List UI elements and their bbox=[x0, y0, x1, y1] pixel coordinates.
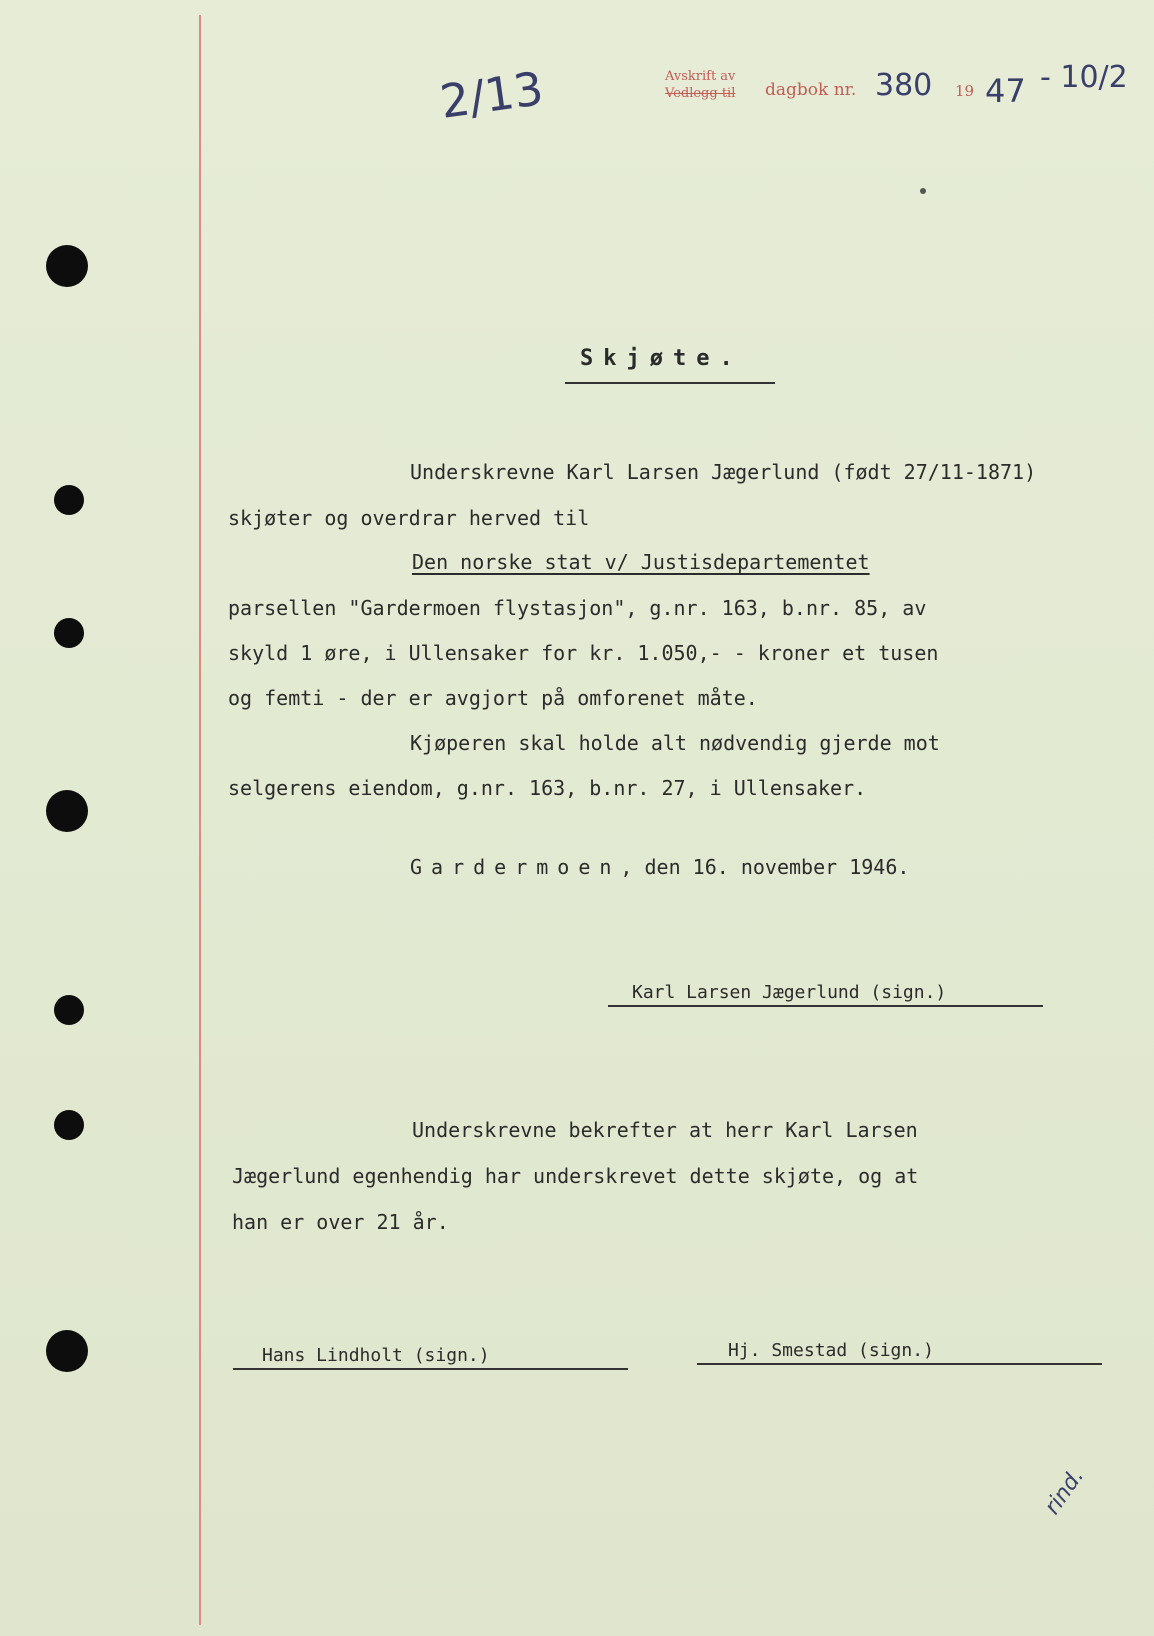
punch-hole bbox=[46, 245, 88, 287]
signature-line bbox=[233, 1368, 628, 1370]
signature-line bbox=[608, 1005, 1043, 1007]
punch-hole bbox=[46, 790, 88, 832]
date-note: - 10/2 bbox=[1040, 60, 1128, 95]
seller-signature: Karl Larsen Jægerlund (sign.) bbox=[632, 982, 947, 1003]
punch-hole bbox=[54, 1110, 84, 1140]
signature-line bbox=[697, 1363, 1102, 1365]
punch-hole bbox=[54, 618, 84, 648]
body-line: parsellen "Gardermoen flystasjon", g.nr. 163, b.nr. 85, av bbox=[228, 596, 927, 620]
dagbok-number: 380 bbox=[875, 68, 933, 103]
body-line: Underskrevne Karl Larsen Jægerlund (født 27/11-1871) bbox=[410, 460, 1037, 484]
witness-signature: Hans Lindholt (sign.) bbox=[262, 1345, 490, 1366]
title-underline bbox=[565, 382, 775, 384]
dagbok-label: dagbok nr. bbox=[765, 80, 857, 100]
document-title: Skjøte. bbox=[580, 346, 743, 371]
margin-note: rind. bbox=[1040, 1463, 1090, 1520]
stamp-line: Avskrift av bbox=[665, 69, 736, 84]
body-line: skjøter og overdrar herved til bbox=[228, 506, 590, 530]
registry-stamp bbox=[665, 68, 760, 102]
punch-hole bbox=[46, 1330, 88, 1372]
body-line: Jægerlund egenhendig har underskrevet dette skjøte, og at bbox=[232, 1164, 919, 1188]
body-line: og femti - der er avgjort på omforenet måte. bbox=[228, 686, 758, 710]
stamp-line-struck: Vedlegg til bbox=[665, 86, 736, 101]
place-date-line bbox=[410, 855, 909, 879]
buyer-name: Den norske stat v/ Justisdepartementet bbox=[412, 550, 870, 574]
body-line: Kjøperen skal holde alt nødvendig gjerde mot bbox=[410, 731, 940, 755]
folio-mark: 2/13 bbox=[436, 61, 547, 129]
punch-hole bbox=[54, 485, 84, 515]
punch-hole bbox=[54, 995, 84, 1025]
body-line: skyld 1 øre, i Ullensaker for kr. 1.050,- - kroner et tusen bbox=[228, 641, 939, 665]
witness-signature: Hj. Smestad (sign.) bbox=[728, 1340, 934, 1361]
body-line: selgerens eiendom, g.nr. 163, b.nr. 27, i Ullensaker. bbox=[228, 776, 867, 800]
margin-line bbox=[199, 15, 201, 1625]
date-text: , den 16. november 1946. bbox=[620, 855, 910, 879]
ink-dot bbox=[920, 188, 926, 194]
place-name: Gardermoen bbox=[410, 855, 621, 879]
year-prefix: 19 bbox=[955, 82, 975, 100]
body-line: han er over 21 år. bbox=[232, 1210, 449, 1234]
body-line: Underskrevne bekrefter at herr Karl Larsen bbox=[412, 1118, 918, 1142]
year-suffix: 47 bbox=[985, 72, 1026, 110]
